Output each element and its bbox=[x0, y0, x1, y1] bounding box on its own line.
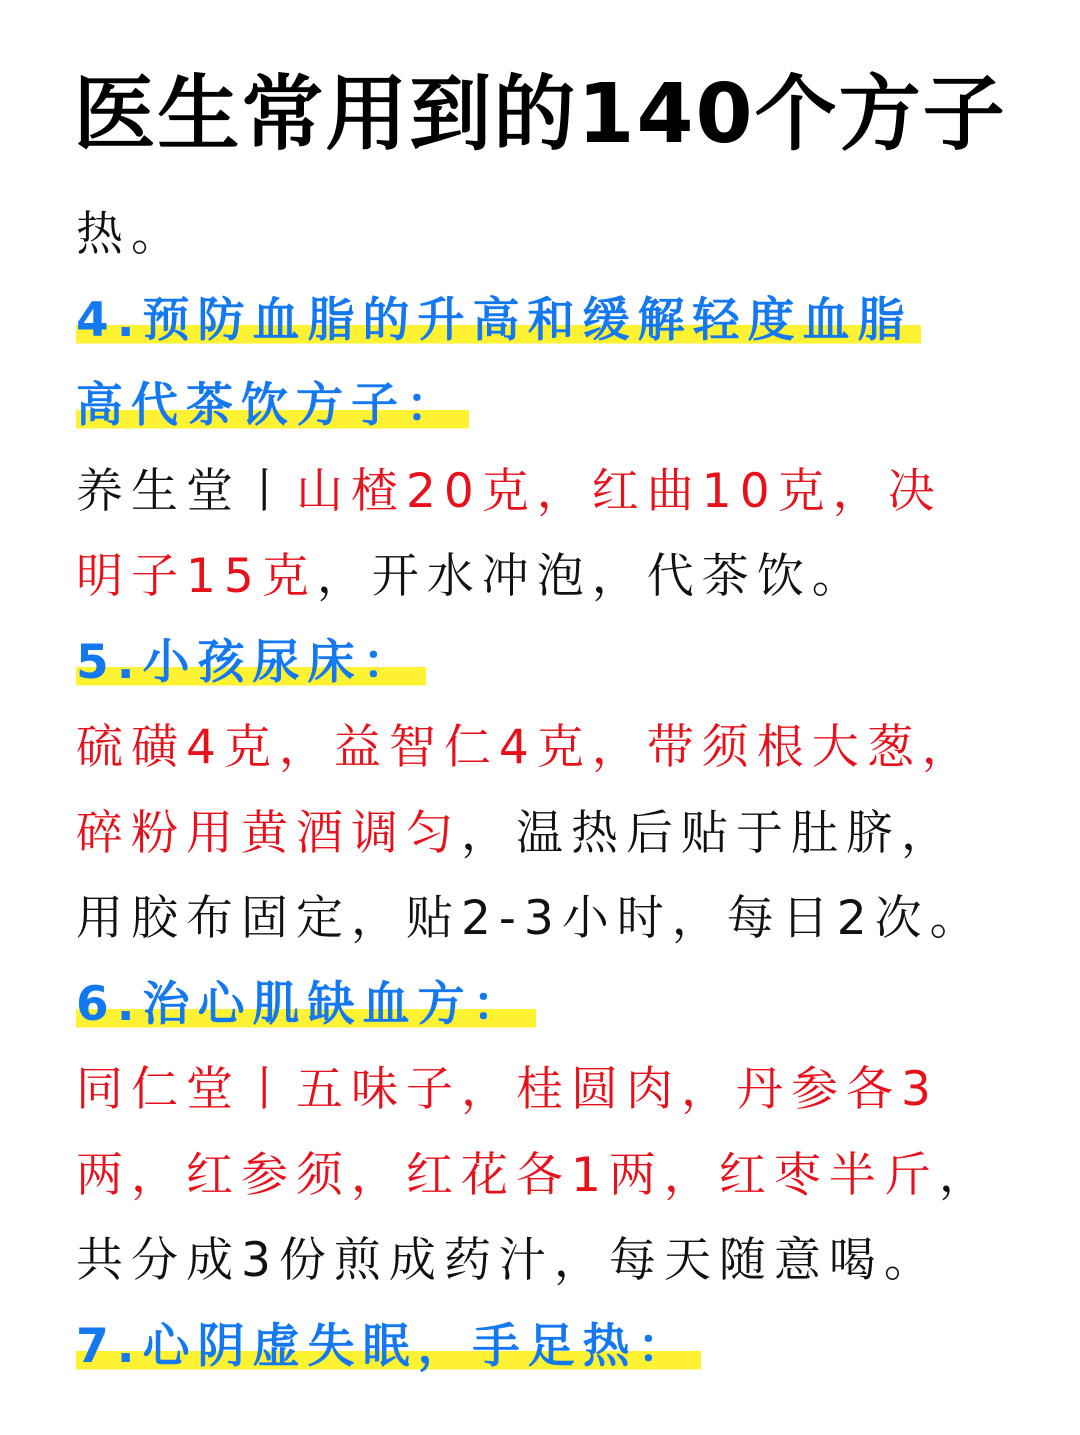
herb-text: 明子15克 bbox=[76, 549, 317, 604]
body-line bbox=[76, 205, 186, 265]
section-heading bbox=[76, 1317, 701, 1377]
body-line bbox=[76, 804, 956, 864]
page-title: 医生常用到的140个方子 bbox=[73, 67, 1007, 162]
body-line bbox=[76, 718, 977, 778]
heading-text: 5.小孩尿床： bbox=[76, 635, 426, 690]
body-text: 用胶布固定，贴2-3小时，每日2次。 bbox=[76, 891, 985, 946]
herb-text: 同仁堂丨五味子，桂圆肉，丹参各3 bbox=[76, 1062, 939, 1117]
herb-text: 两，红参须，红花各1两，红枣半斤 bbox=[76, 1148, 939, 1203]
herb-text: 山楂20克，红曲10克，决 bbox=[296, 464, 943, 519]
body-text: ，温热后贴于肚脐， bbox=[461, 806, 956, 861]
herb-text: 碎粉用黄酒调匀 bbox=[76, 806, 461, 861]
body-text: ， bbox=[938, 1148, 994, 1203]
section-heading bbox=[76, 633, 426, 693]
herb-text: 硫磺4克，益智仁4克，带须根大葱， bbox=[76, 720, 977, 775]
body-line bbox=[76, 889, 985, 949]
body-line bbox=[76, 1060, 939, 1120]
body-line bbox=[76, 462, 943, 522]
section-heading bbox=[76, 975, 536, 1035]
body-text: 共分成3份煎成药汁，每天随意喝。 bbox=[76, 1233, 939, 1288]
section-heading bbox=[76, 376, 469, 436]
body-text: ，开水冲泡，代茶饮。 bbox=[316, 549, 867, 604]
heading-text: 高代茶饮方子： bbox=[76, 378, 469, 433]
heading-text: 6.治心肌缺血方： bbox=[76, 977, 536, 1032]
body-text: 养生堂丨 bbox=[76, 464, 296, 519]
body-line bbox=[76, 1146, 994, 1206]
body-line bbox=[76, 547, 867, 607]
heading-text: 4.预防血脂的升高和缓解轻度血脂 bbox=[76, 293, 921, 348]
body-text: 热。 bbox=[76, 207, 186, 262]
heading-text: 7.心阴虚失眠，手足热： bbox=[76, 1319, 701, 1374]
section-heading bbox=[76, 291, 921, 351]
body-line bbox=[76, 1231, 939, 1291]
